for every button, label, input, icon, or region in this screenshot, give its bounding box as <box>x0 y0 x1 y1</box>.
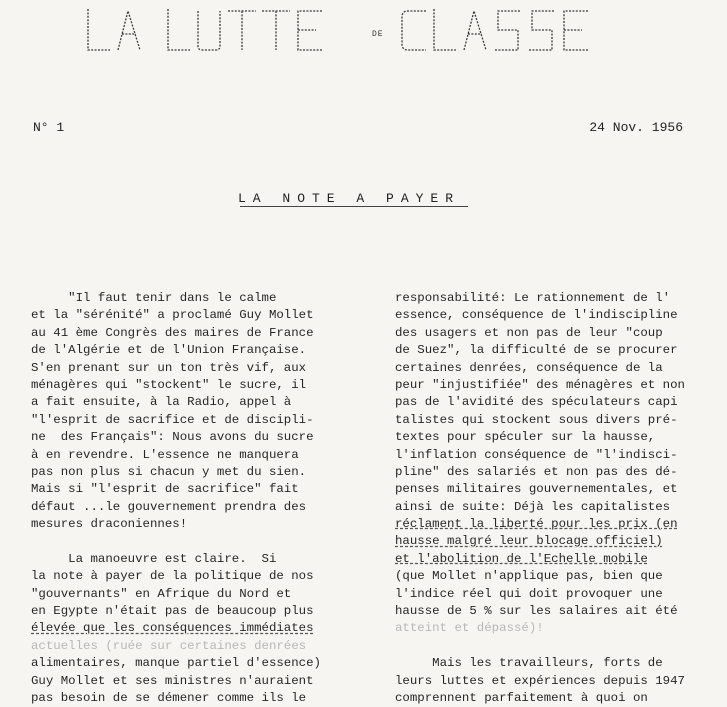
masthead <box>84 6 644 56</box>
text-line: réclament la liberté pour les prix (en <box>395 517 678 532</box>
text-line: alimentaires, manque partiel d'essence) <box>31 656 321 671</box>
text-line: atteint et dépassé)! <box>395 621 544 636</box>
text-line: peur "injustifiée" des ménagères et non <box>395 377 685 392</box>
text-line: hausse malgré leur blocage officiel) <box>395 534 663 549</box>
text-line: des usagers et non pas de leur "coup <box>395 325 663 340</box>
text-line: pline" des salariés et non pas des dé- <box>395 464 678 479</box>
text-line: hausse de 5 % sur les salaires ait été <box>395 604 678 619</box>
text-line: de l'Algérie et de l'Union Française. <box>31 343 307 358</box>
text-line: ménagères qui "stockent" le sucre, il <box>31 377 307 392</box>
text-line: "Il faut tenir dans le calme <box>31 291 277 305</box>
text-line: pas non plus si chacun y met du sien. <box>31 464 307 479</box>
text-line: Mais les travailleurs, forts de <box>395 656 663 671</box>
text-line: pas besoin de se démener comme ils le <box>31 690 307 705</box>
text-line: au 41 ème Congrès des maires de France <box>31 325 314 340</box>
text-line: et l'abolition de l'Echelle mobile <box>395 551 648 566</box>
paragraph-gap <box>31 533 355 550</box>
masthead-connector: DE <box>372 30 384 39</box>
text-line: penses militaires gouvernementales, et <box>395 482 678 497</box>
text-line: textes pour spéculer sur la hausse, <box>395 430 656 445</box>
text-line: ainsi de suite: Déjà les capitalistes <box>395 499 671 514</box>
text-line: responsabilité: Le rationnement de l' <box>395 291 671 305</box>
text-line: mesures draconiennes! <box>31 517 188 532</box>
text-line: comprennent parfaitement à quoi on <box>395 690 648 705</box>
text-line: Mais si "l'esprit de sacrifice" fait <box>31 482 299 497</box>
text-line: l'inflation conséquence de "l'indisci- <box>395 447 678 462</box>
text-line: à en revendre. L'essence ne manquera <box>31 447 299 462</box>
text-line: Guy Mollet et ses ministres n'auraient <box>31 673 314 688</box>
headline-underline <box>240 206 468 207</box>
text-line: en Egypte n'était pas de beaucoup plus <box>31 604 314 619</box>
article-right-column <box>395 290 727 707</box>
text-line: l'indice réel qui doit provoquer une <box>395 586 663 601</box>
text-line: pas de l'avidité des spéculateurs capi <box>395 395 678 410</box>
text-line: essence, conséquence de l'indiscipline <box>395 308 678 323</box>
issue-number: N° 1 <box>33 120 65 135</box>
article-left-column <box>31 290 355 707</box>
text-line: (que Mollet n'applique pas, bien que <box>395 569 663 584</box>
text-line: élevée que les conséquences immédiates <box>31 621 314 636</box>
text-line: actuelles (ruée sur certaines denrées <box>31 638 307 653</box>
text-line: "l'esprit de sacrifice et de discipli- <box>31 412 314 427</box>
text-line: et la "sérénité" a proclamé Guy Mollet <box>31 308 314 323</box>
masthead-typewriter-logo <box>84 6 644 56</box>
text-line: défaut ...le gouvernement prendra des <box>31 499 307 514</box>
text-line: de Suez", la difficulté de se procurer <box>395 343 678 358</box>
text-line: ne des Français": Nous avons du sucre <box>31 430 314 445</box>
text-line: la note à payer de la politique de nos <box>31 569 314 584</box>
article-headline: LA NOTE A PAYER <box>238 191 461 206</box>
text-line: "gouvernants" en Afrique du Nord et <box>31 586 292 601</box>
text-line: a fait ensuite, à la Radio, appel à <box>31 395 292 410</box>
text-line: talistes qui stockent sous divers pré- <box>395 412 678 427</box>
text-line: La manoeuvre est claire. Si <box>31 551 277 566</box>
paragraph-gap <box>395 638 727 655</box>
text-line: S'en prenant sur un ton très vif, aux <box>31 360 307 375</box>
text-line: certaines denrées, conséquence de la <box>395 360 663 375</box>
text-line: leurs luttes et expériences depuis 1947 <box>395 673 685 688</box>
issue-date: 24 Nov. 1956 <box>589 120 683 135</box>
